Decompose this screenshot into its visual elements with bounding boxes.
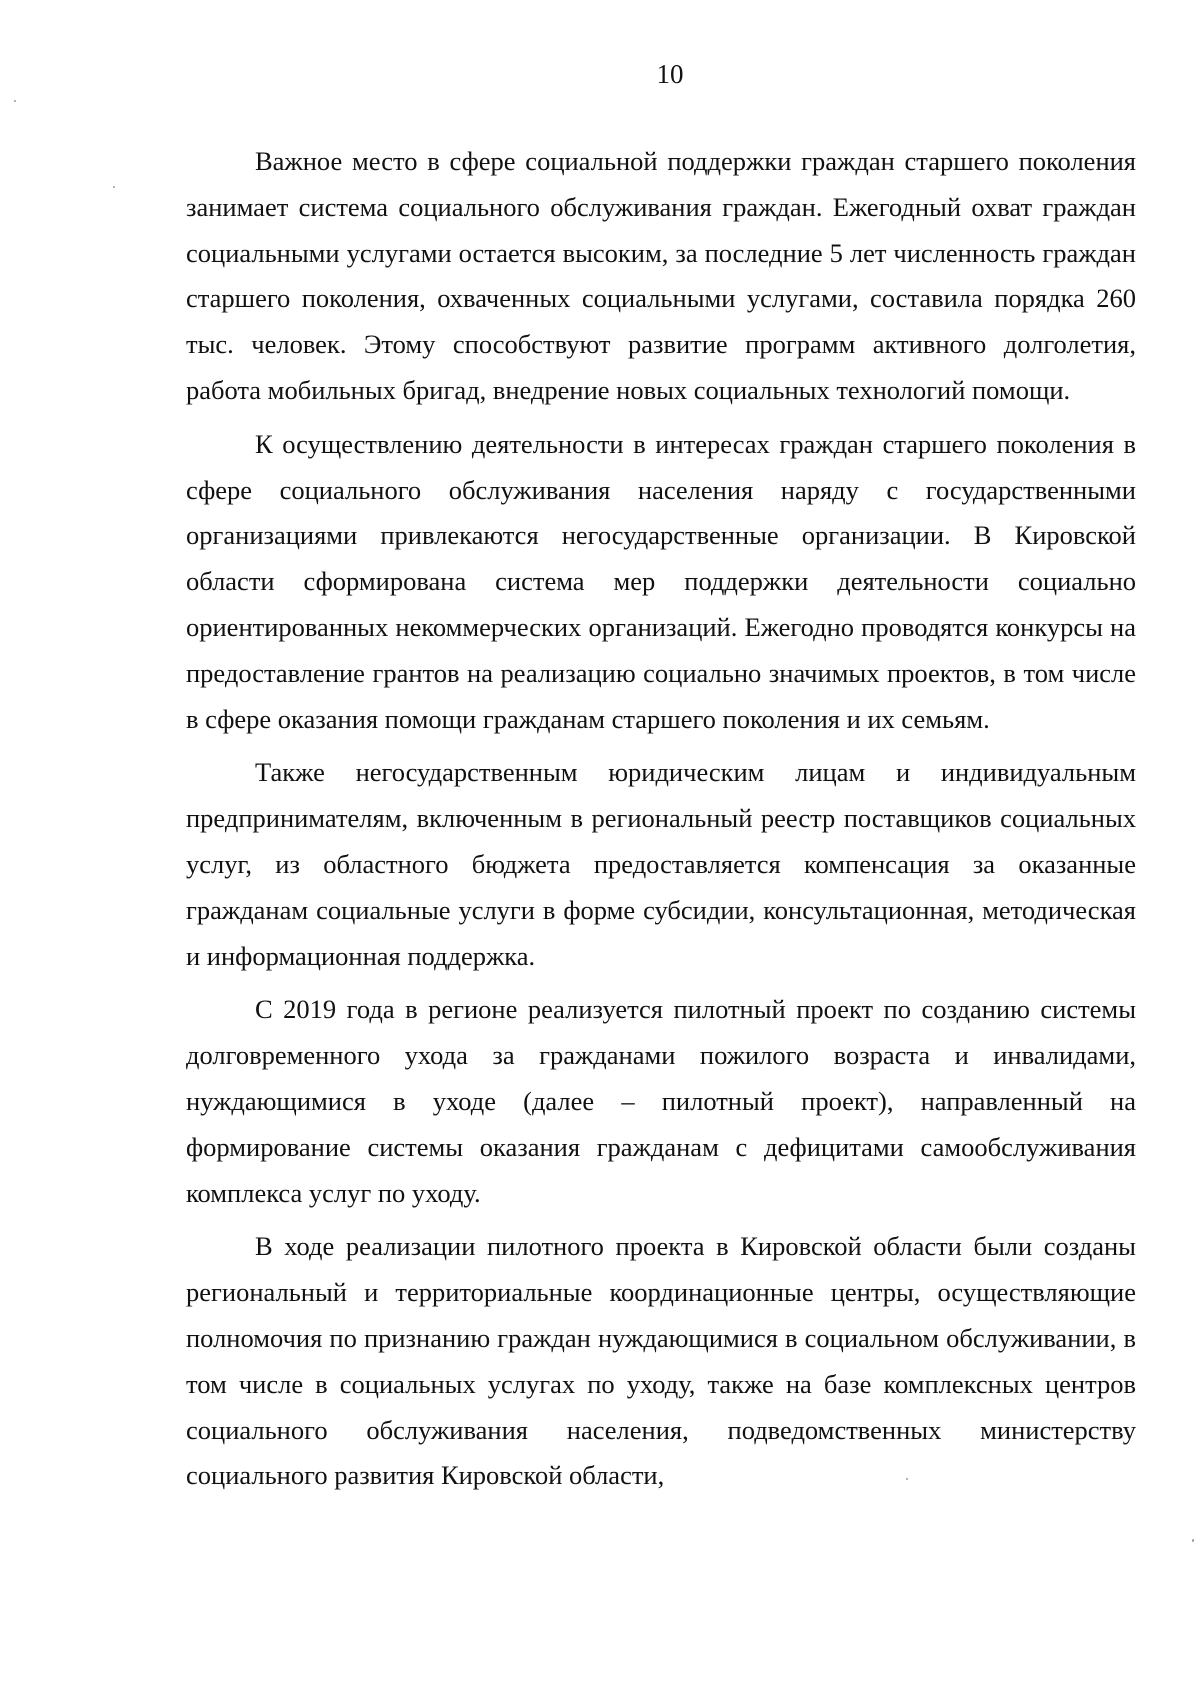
document-body — [186, 139, 1136, 1499]
paragraph-coordination-centers: В ходе реализации пилотного проекта в Кировской области были созданы региональный и территориальные координационные центры, осуществляющие полномочия по признанию граждан нуждающимися в социальном обслуживании, в том числе в социальных услугах по уходу, также на базе комплексных центров социального обслуживания населения, подведомственных министерству социального развития Кировской области, — [186, 1231, 1136, 1491]
paragraph-senior-social-services: Важное место в сфере социальной поддержки граждан старшего поколения занимает система социального обслуживания граждан. Ежегодный охват граждан социальными услугами остается высоким, за последние 5 лет численность граждан старшего поколения, охваченных социальными услугами, составила порядка 260 тыс. человек. Этому способствуют развитие программ активного долголетия, работа мобильных бригад, внедрение новых социальных технологий помощи. — [186, 146, 1136, 405]
page-number: 10 — [656, 59, 684, 89]
scan-speck — [906, 1478, 908, 1480]
scan-speck — [113, 186, 115, 188]
scan-speck — [14, 100, 16, 102]
paragraph-non-state-organizations: К осуществлению деятельности в интересах граждан старшего поколения в сфере социального обслуживания населения наряду с государственными организациями привлекаются негосударственные организации. В Кировской области сформирована система мер поддержки деятельности социально ориентированных некоммерческих организаций. Ежегодно проводятся конкурсы на предоставление грантов на реализацию социально значимых проектов, в том числе в сфере оказания помощи гражданам старшего поколения и их семьям. — [186, 428, 1136, 734]
paragraph-pilot-project: С 2019 года в регионе реализуется пилотный проект по созданию системы долговременного ухода за гражданами пожилого возраста и инвалидами, нуждающимися в уходе (далее – пилотный проект), направленный на формирование системы оказания гражданам с дефицитами самообслуживания комплекса услуг по уходу. — [186, 994, 1136, 1208]
paragraph-compensation-support: Также негосударственным юридическим лицам и индивидуальным предпринимателям, включенным в региональный реестр поставщиков социальных услуг, из областного бюджета предоставляется компенсация за оказанные гражданам социальные услуги в форме субсидии, консультационная, методическая и информационная поддержка. — [186, 757, 1136, 971]
scan-speck — [1192, 1539, 1194, 1542]
